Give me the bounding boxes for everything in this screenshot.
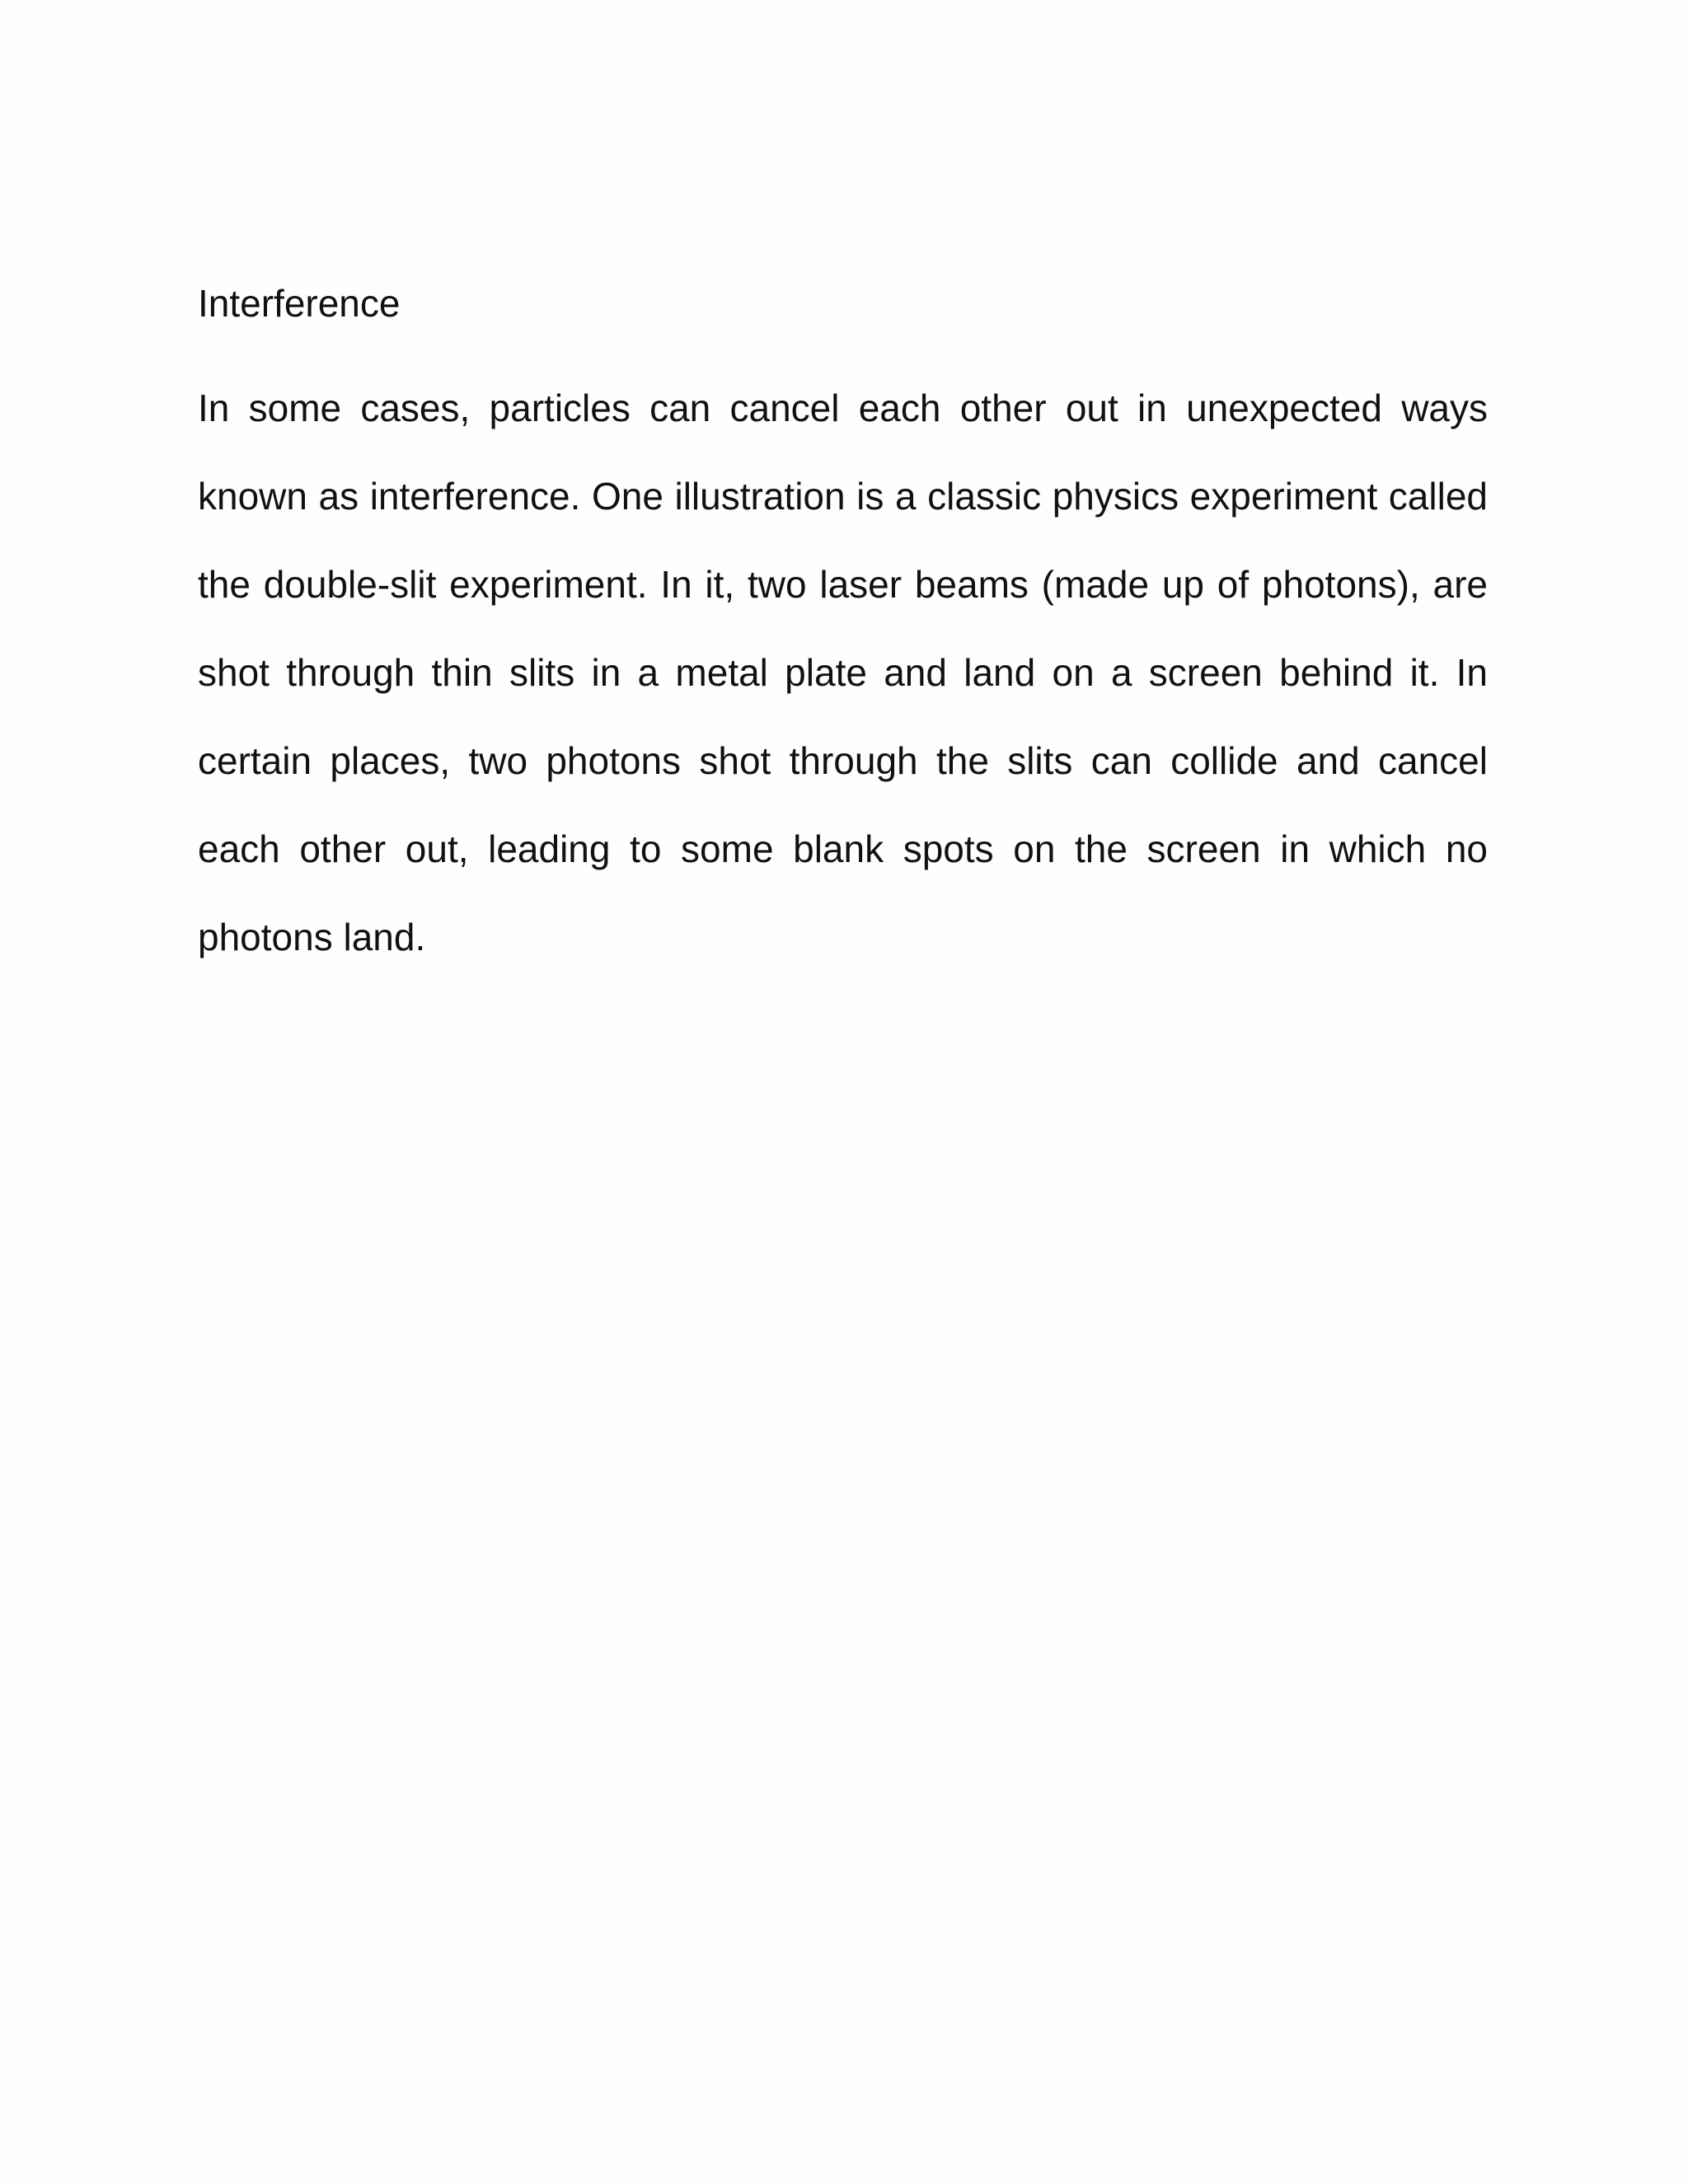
document-body [198, 279, 1488, 982]
body-paragraph: In some cases, particles can cancel each other out in unexpected ways known as interference. One illustration is a classic physics experiment called the double-slit experiment. In it, two laser beams (made up of photons), are shot through thin slits in a metal plate and land on a screen behind it. In certain places, two photons shot through the slits can collide and cancel each other out, leading to some blank spots on the screen in which no photons land. [198, 387, 1488, 958]
section-heading: Interference [198, 282, 401, 325]
